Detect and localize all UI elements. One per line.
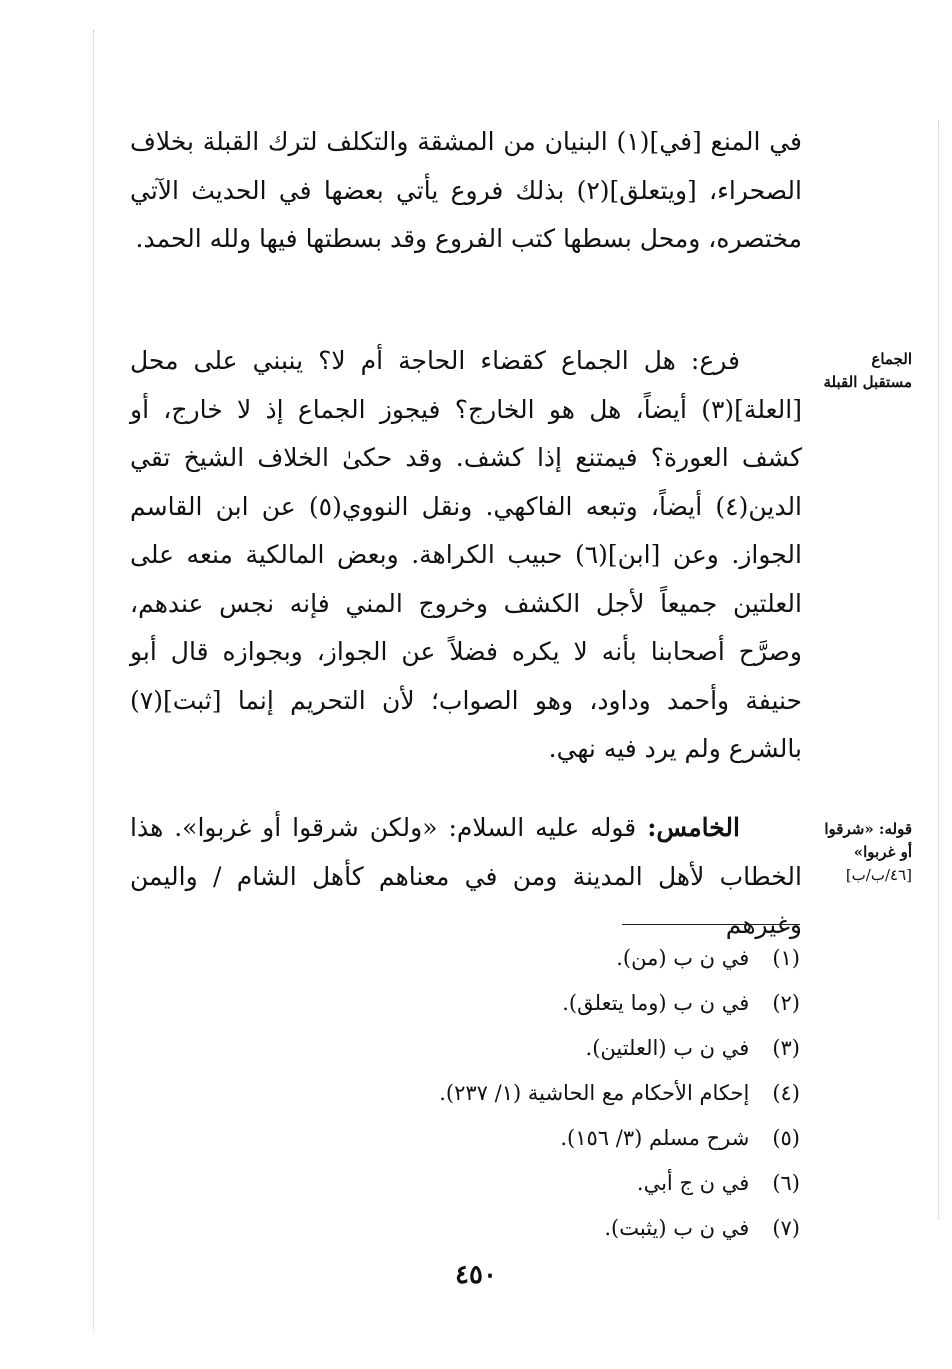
footnote-number: (٥) bbox=[772, 1126, 800, 1150]
footnote-number: (١) bbox=[772, 946, 800, 970]
footnote-item bbox=[300, 1161, 800, 1206]
paragraph-1: في المنع [في](١) البنيان من المشقة والتكلف لترك القبلة بخلاف الصحراء، [ويتعلق](٢) بذلك فروع يأتي بعضها في الحديث الآتي مختصره، ومحل بسطها كتب الفروع وقد بسطتها فيها ولله الحمد. bbox=[130, 127, 802, 253]
paragraph-3-lead: الخامس: bbox=[647, 813, 740, 842]
footnote-number: (٦) bbox=[772, 1171, 800, 1195]
margin-note-1-line-1: الجماع bbox=[871, 350, 912, 368]
paragraph-3 bbox=[130, 804, 802, 950]
margin-note-2-folio-ref: [٤٦/ب/ب] bbox=[845, 866, 912, 884]
scan-edge-dots-right bbox=[938, 120, 939, 1220]
paragraph-3-text: قوله عليه السلام: «ولكن شرقوا أو غربوا». هذا الخطاب لأهل المدينة ومن في معناهم كأهل الشام / واليمن وغيرهم bbox=[130, 813, 802, 939]
footnote-item bbox=[300, 936, 800, 981]
footnote-item bbox=[300, 1071, 800, 1116]
margin-note-1 bbox=[812, 348, 912, 394]
footnote-text: في ن ب (يثبت). bbox=[604, 1216, 750, 1240]
footnote-text: في ن ب (من). bbox=[616, 946, 750, 970]
footnote-item bbox=[300, 981, 800, 1026]
footnote-separator bbox=[622, 924, 800, 925]
paragraph-2: فرع: هل الجماع كقضاء الحاجة أم لا؟ ينبني على محل [العلة](٣) أيضاً، هل هو الخارج؟ فيجوز الجماع إذ لا خارج، أو كشف العورة؟ فيمتنع إذا كشف. وقد حكىٰ الخلاف الشيخ تقي الدين(٤) أيضاً، وتبعه الفاكهي. ونقل النووي(٥) عن ابن القاسم الجواز. وعن [ابن](٦) حبيب الكراهة. وبعض المالكية منعه على العلتين جميعاً لأجل الكشف وخروج المني فإنه نجس عندهم، وصرَّح أصحابنا بأنه لا يكره فضلاً عن الجواز، وبجوازه قال أبو حنيفة وأحمد وداود، وهو الصواب؛ لأن التحريم إنما [ثبت](٧) بالشرع ولم يرد فيه نهي. bbox=[130, 346, 803, 763]
page-number: ٤٥٠ bbox=[455, 1260, 497, 1290]
footnote-number: (٤) bbox=[772, 1081, 800, 1105]
margin-note-2 bbox=[812, 818, 912, 887]
footnote-text: في ن ب (وما يتعلق). bbox=[562, 991, 750, 1015]
footnote-text: إحكام الأحكام مع الحاشية (١/ ٢٣٧). bbox=[439, 1081, 750, 1105]
margin-note-2-line-1: قوله: «شرقوا bbox=[824, 820, 912, 838]
footnote-number: (٢) bbox=[772, 991, 800, 1015]
footnote-item bbox=[300, 1116, 800, 1161]
margin-note-2-line-2: أو غربوا» bbox=[853, 843, 912, 861]
footnote-number: (٣) bbox=[772, 1036, 800, 1060]
footnote-item bbox=[300, 1206, 800, 1251]
footnote-text: في ن ج أبي. bbox=[636, 1171, 750, 1195]
margin-note-1-line-2: مستقبل القبلة bbox=[823, 373, 912, 391]
footnotes-list bbox=[300, 936, 800, 1251]
footnote-text: شرح مسلم (٣/ ١٥٦). bbox=[560, 1126, 750, 1150]
scan-edge-dots-left bbox=[93, 30, 94, 1330]
footnote-text: في ن ب (العلتين). bbox=[585, 1036, 750, 1060]
footnote-item bbox=[300, 1026, 800, 1071]
footnote-number: (٧) bbox=[772, 1216, 800, 1240]
